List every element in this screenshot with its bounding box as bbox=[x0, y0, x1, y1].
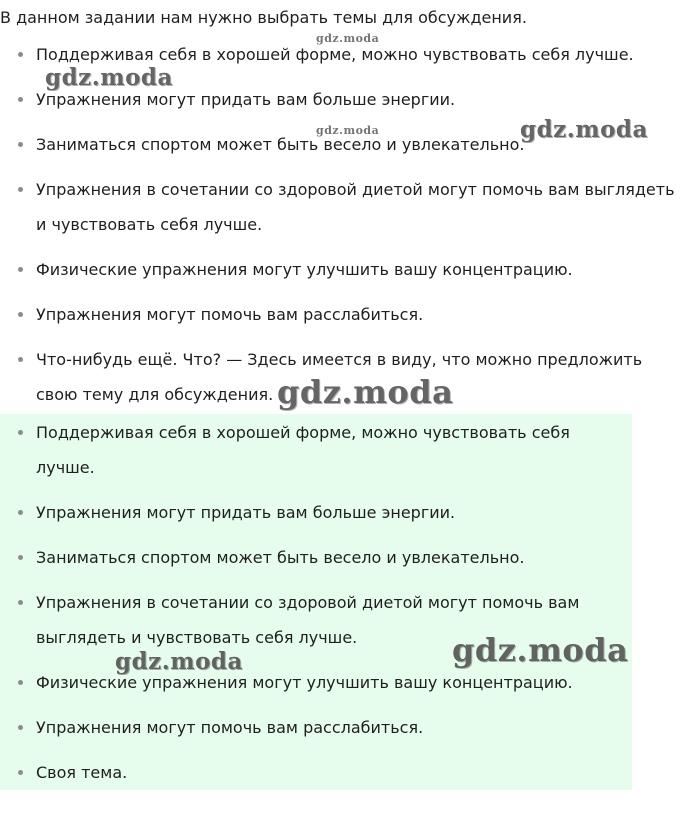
list-item bbox=[0, 252, 680, 287]
watermark: gdz.moda bbox=[316, 124, 380, 137]
list-item bbox=[0, 495, 680, 530]
list-item-text: выглядеть и чувствовать себя лучше. bbox=[36, 628, 358, 647]
list-item-text: свою тему для обсуждения. bbox=[36, 385, 274, 404]
answer-list bbox=[0, 415, 680, 790]
list-item-text: Физические упражнения могут улучшить вашу концентрацию. bbox=[36, 673, 573, 692]
list-item-text: Заниматься спортом может быть весело и увлекательно. bbox=[36, 135, 525, 154]
watermark: gdz.moda bbox=[277, 373, 454, 411]
list-item bbox=[0, 297, 680, 332]
list-item-text: Упражнения могут придать вам больше энергии. bbox=[36, 90, 456, 109]
list-item bbox=[0, 540, 680, 575]
list-item-text: и чувствовать себя лучше. bbox=[36, 215, 263, 234]
list-item-text: Физические упражнения могут улучшить вашу концентрацию. bbox=[36, 260, 573, 279]
watermark: gdz.moda bbox=[520, 116, 648, 143]
list-item-text: Что-нибудь ещё. Что? — Здесь имеется в виду, что можно предложить bbox=[36, 350, 643, 369]
list-item-text: лучше. bbox=[36, 458, 95, 477]
watermark: gdz.moda bbox=[45, 64, 173, 91]
list-item bbox=[0, 755, 680, 790]
list-item-text: Поддерживая себя в хорошей форме, можно чувствовать себя лучше. bbox=[36, 45, 634, 64]
intro-text: В данном задании нам нужно выбрать темы для обсуждения. bbox=[0, 8, 527, 27]
list-item-text: Упражнения в сочетании со здоровой диетой могут помочь вам bbox=[36, 593, 580, 612]
list-item bbox=[0, 172, 680, 242]
list-item-text: Заниматься спортом может быть весело и увлекательно. bbox=[36, 548, 525, 567]
list-item-text: Упражнения могут придать вам больше энергии. bbox=[36, 503, 456, 522]
list-item-text: Упражнения могут помочь вам расслабиться. bbox=[36, 305, 424, 324]
list-item-text: Упражнения в сочетании со здоровой диетой могут помочь вам выглядеть bbox=[36, 180, 675, 199]
topics-list bbox=[0, 37, 680, 412]
list-item-text: Поддерживая себя в хорошей форме, можно чувствовать себя bbox=[36, 423, 570, 442]
watermark: gdz.moda bbox=[316, 32, 380, 45]
list-item-text: Упражнения могут помочь вам расслабиться. bbox=[36, 718, 424, 737]
list-item bbox=[0, 415, 680, 485]
list-item-text: Своя тема. bbox=[36, 763, 128, 782]
list-item bbox=[0, 665, 680, 700]
watermark: gdz.moda bbox=[115, 648, 243, 675]
watermark: gdz.moda bbox=[452, 631, 629, 669]
list-item bbox=[0, 710, 680, 745]
